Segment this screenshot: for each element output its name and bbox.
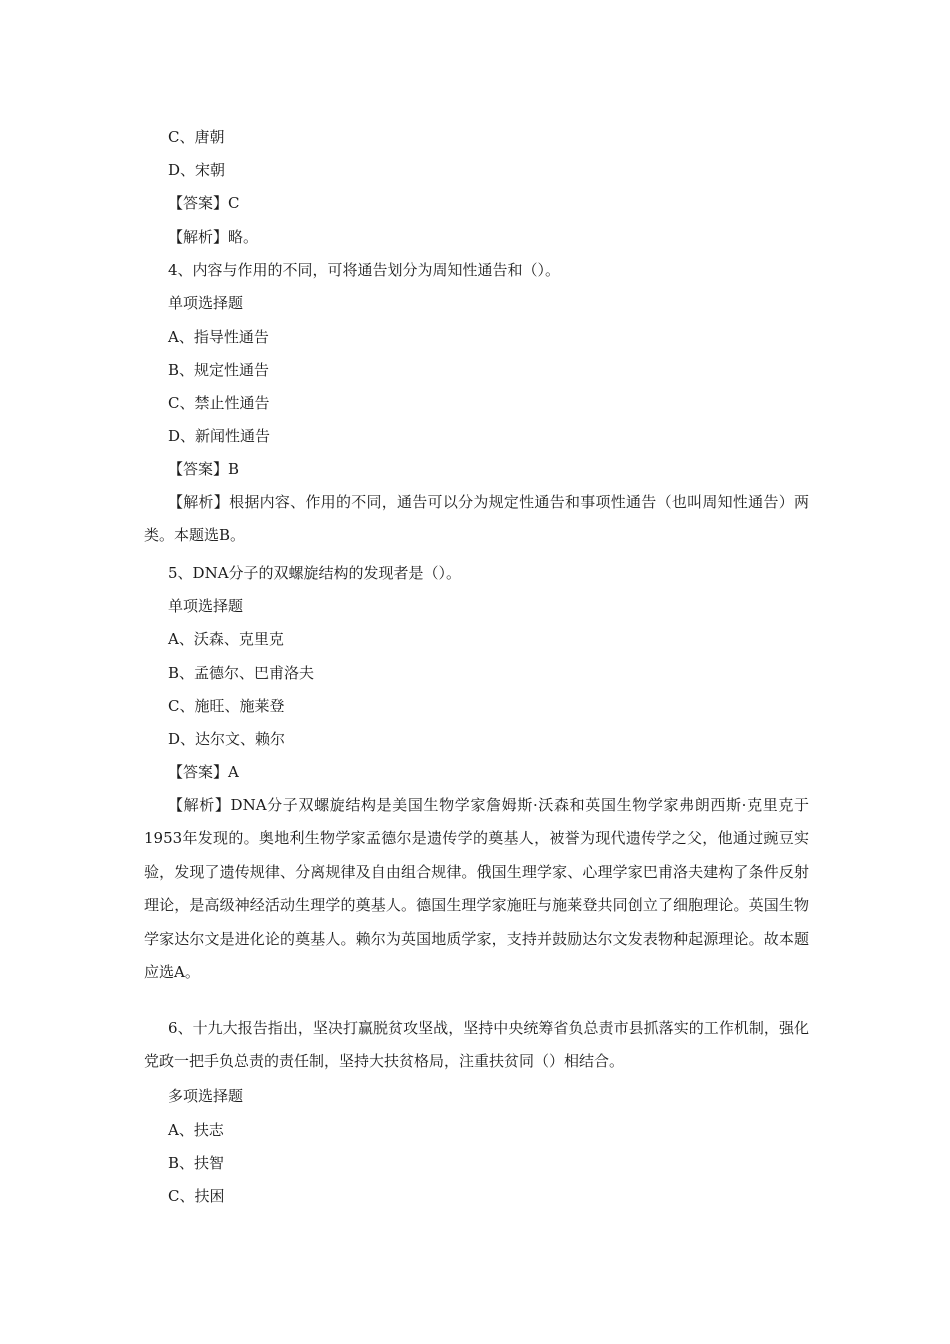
q4-type: 单项选择题 [168, 294, 244, 312]
q6-question: 6、十九大报告指出，坚决打赢脱贫攻坚战，坚持中央统筹省负总责市县抓落实的工作机制，强化党政一把手负总责的责任制，坚持大扶贫格局，注重扶贫同（）相结合。 [144, 1019, 809, 1071]
q5-option-d: D、达尔文、赖尔 [168, 730, 286, 748]
q4-question: 4、内容与作用的不同，可将通告划分为周知性通告和（）。 [168, 261, 561, 279]
q6-option-a: A、扶志 [168, 1121, 224, 1139]
q6-option-b: B、扶智 [168, 1154, 225, 1172]
q6-type: 多项选择题 [168, 1087, 244, 1105]
q5-option-b: B、孟德尔、巴甫洛夫 [168, 664, 315, 682]
q3-option-c: C、唐朝 [168, 128, 225, 146]
q6-option-c: C、扶困 [168, 1187, 225, 1205]
q4-option-a: A、指导性通告 [168, 328, 269, 346]
q4-answer: 【答案】B [168, 460, 240, 478]
q5-option-c: C、施旺、施莱登 [168, 697, 285, 715]
q5-question: 5、DNA分子的双螺旋结构的发现者是（）。 [168, 564, 462, 582]
q5-analysis: 【解析】DNA分子双螺旋结构是美国生物学家詹姆斯·沃森和英国生物学家弗朗西斯·克里克于1953年发现的。奥地利生物学家孟德尔是遗传学的奠基人，被誉为现代遗传学之父，他通过豌豆实验，发现了遗传规律、分离规律及自由组合规律。俄国生理学家、心理学家巴甫洛夫建构了条件反射理论，是高级神经活动生理学的奠基人。德国生理学家施旺与施莱登共同创立了细胞理论。英国生物学家达尔文是进化论的奠基人。赖尔为英国地质学家，支持并鼓励达尔文发表物种起源理论。故本题应选A。 [144, 796, 809, 982]
q4-analysis: 【解析】根据内容、作用的不同，通告可以分为规定性通告和事项性通告（也叫周知性通告）两类。本题选B。 [144, 493, 809, 545]
q3-option-d: D、宋朝 [168, 161, 226, 179]
q4-option-b: B、规定性通告 [168, 361, 270, 379]
q4-option-d: D、新闻性通告 [168, 427, 271, 445]
q5-type: 单项选择题 [168, 597, 244, 615]
q3-answer: 【答案】C [168, 194, 240, 212]
q4-option-c: C、禁止性通告 [168, 394, 270, 412]
q5-answer: 【答案】A [168, 763, 239, 781]
q5-option-a: A、沃森、克里克 [168, 630, 284, 648]
q3-analysis: 【解析】略。 [168, 228, 259, 246]
